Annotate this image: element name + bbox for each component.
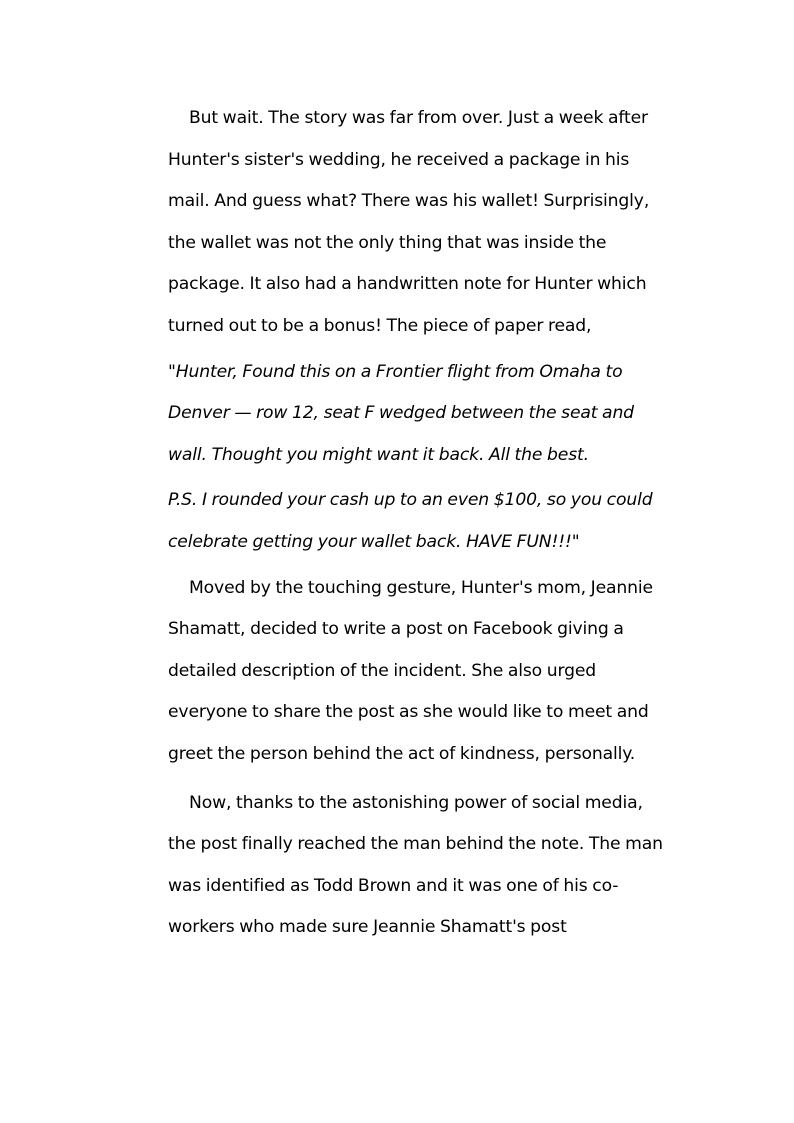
paragraph-facebook-post: Moved by the touching gesture, Hunter's mom, Jeannie Shamatt, decided to write a post on Facebook giving a detailed description of the incident. She also urged everyone to share the post as she would like to meet and greet the person behind the act of kindness, personally.	[168, 577, 653, 764]
note-quote-body: "Hunter, Found this on a Frontier flight from Omaha to Denver — row 12, seat F wedged between the seat and wall. Thought you might want it back. All the best.	[168, 361, 634, 465]
document-page	[168, 98, 673, 949]
note-quote-postscript: P.S. I rounded your cash up to an even $100, so you could celebrate getting your wallet back. HAVE FUN!!!"	[168, 490, 653, 552]
paragraph-story-continues: But wait. The story was far from over. Just a week after Hunter's sister's wedding, he received a package in his mail. And guess what? There was his wallet! Surprisingly, the wallet was not the only thing that was inside the package. It also had a handwritten note for Hunter which turned out to be a bonus! The piece of paper read,	[168, 108, 650, 336]
paragraph-social-media: Now, thanks to the astonishing power of social media, the post finally reached the man behind the note. The man was identified as Todd Brown and it was one of his co-workers who made sure Jeannie Shamatt's post	[168, 792, 663, 938]
